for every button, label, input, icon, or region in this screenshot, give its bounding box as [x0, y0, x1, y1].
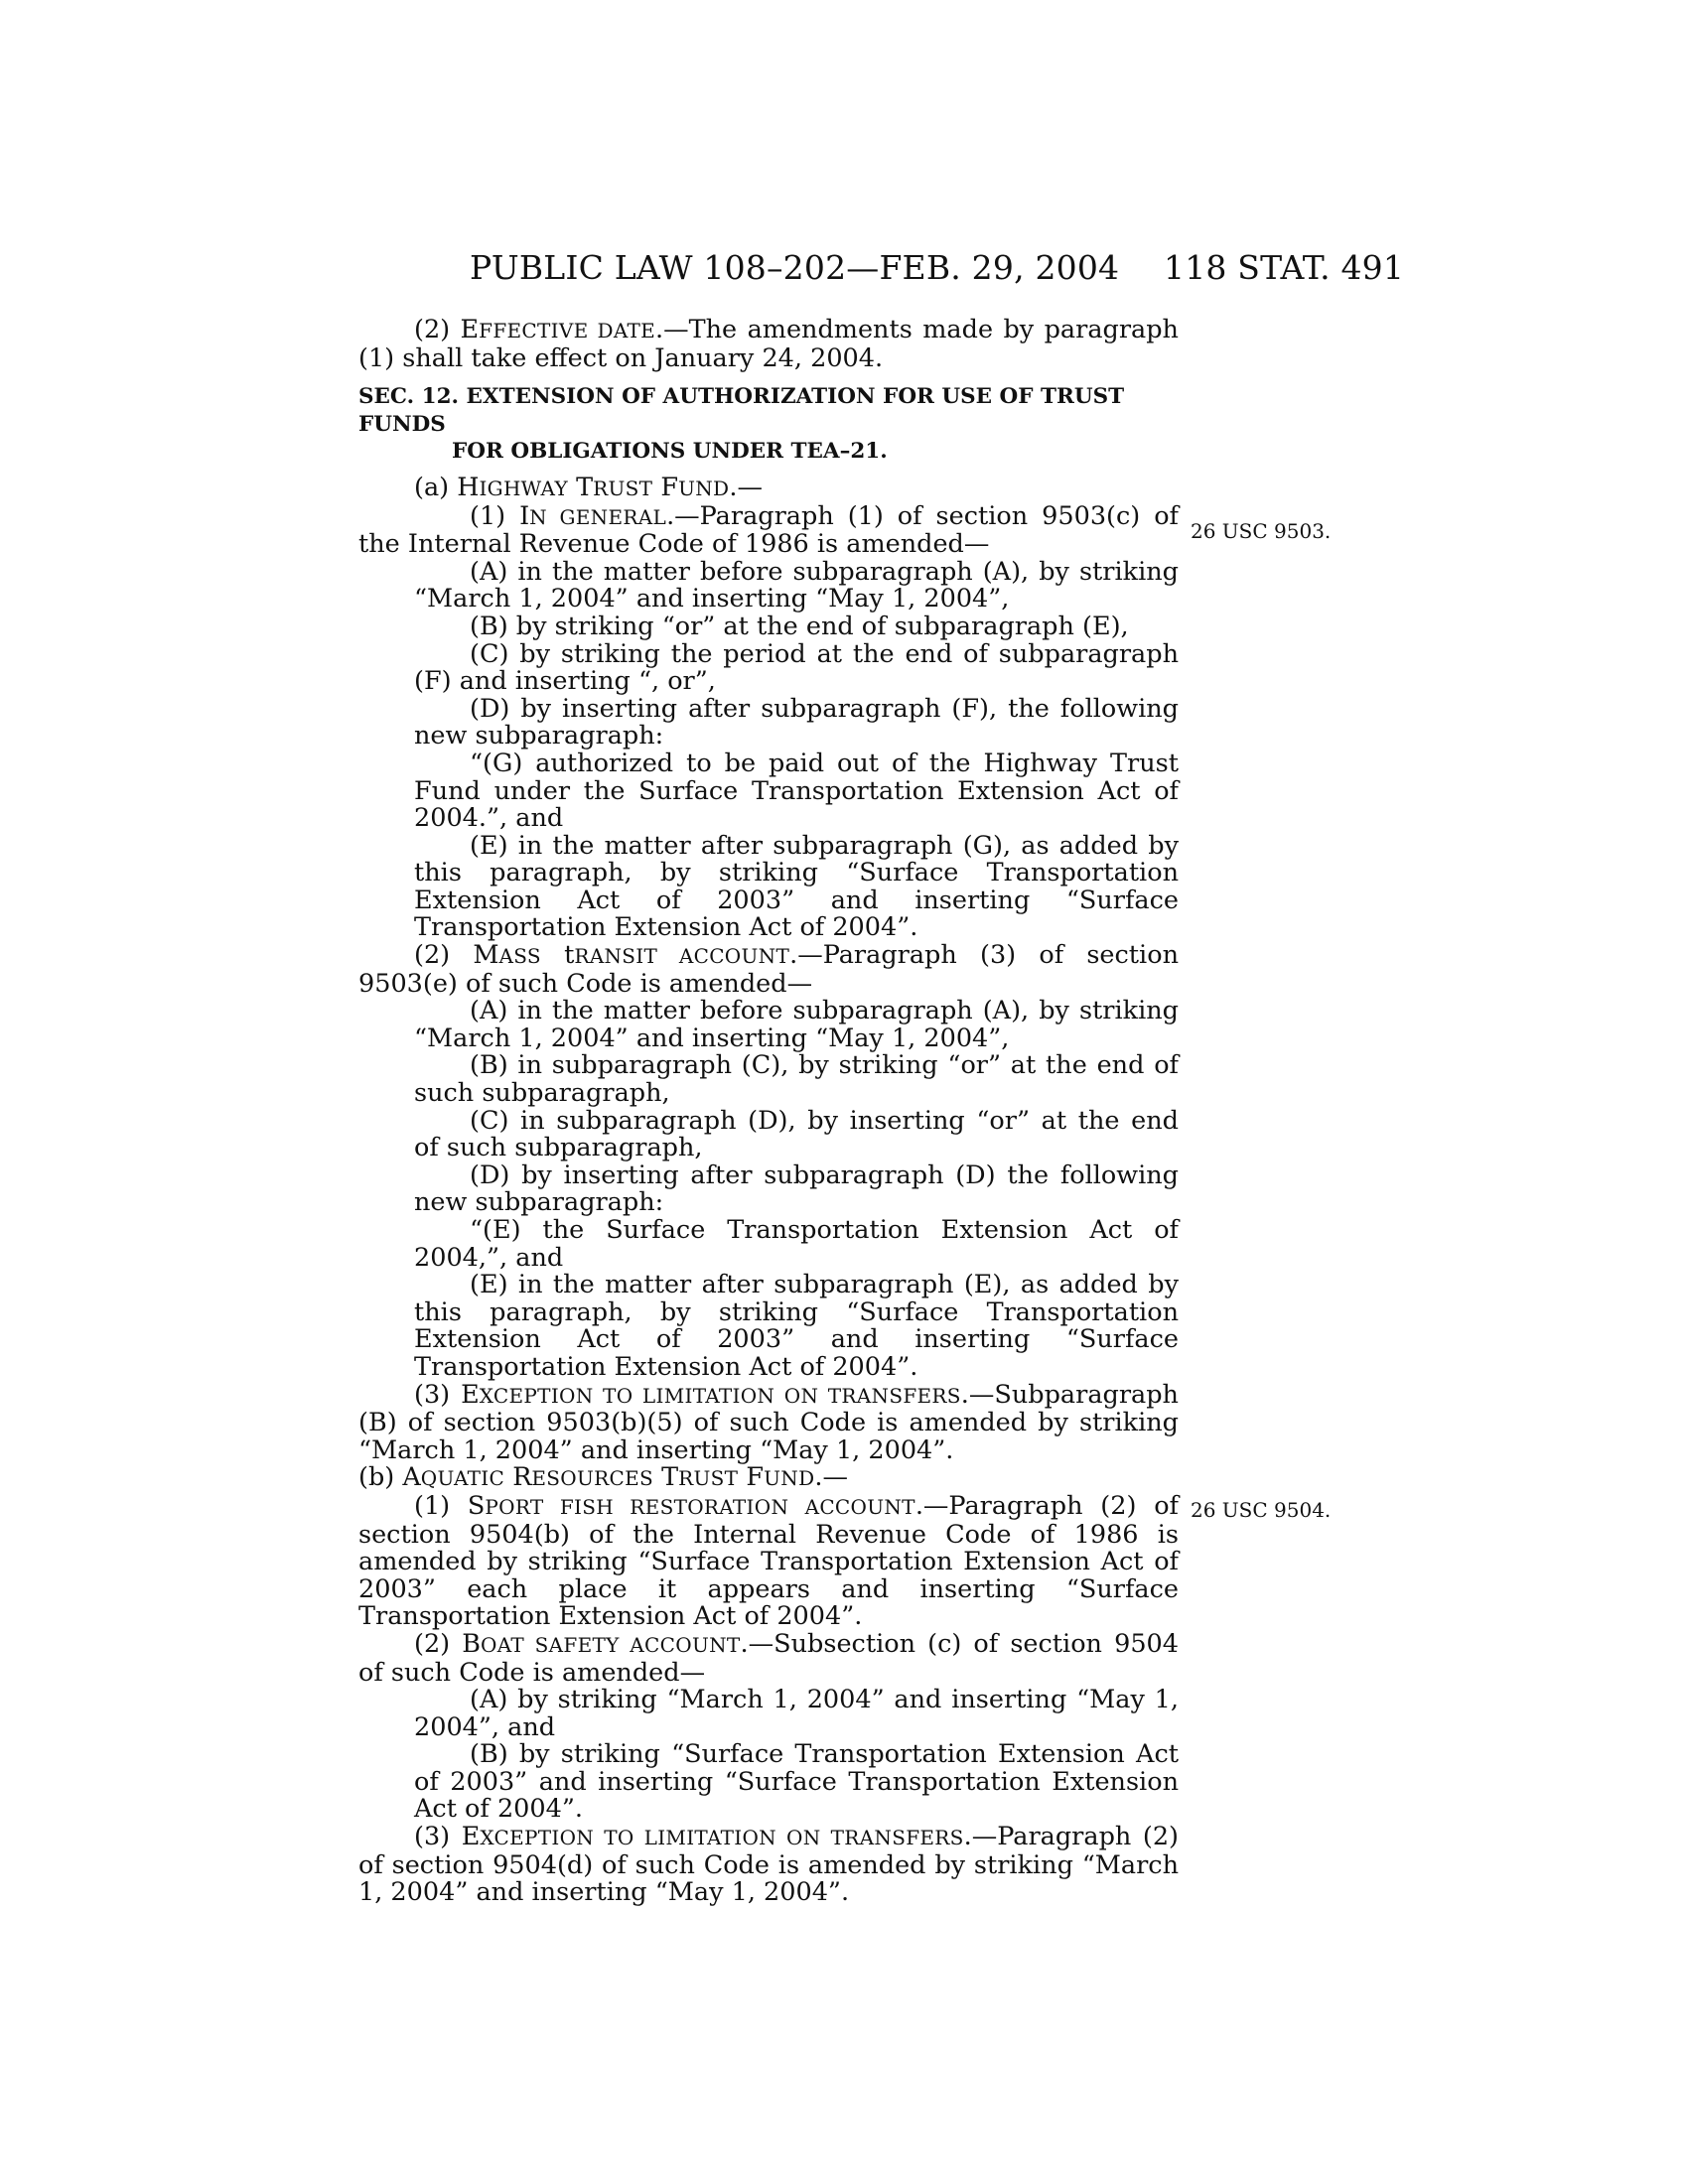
subparagraph-a2-B: (B) in subparagraph (C), by striking “or” at the end of such subparagraph,	[414, 1050, 1179, 1109]
statute-body	[358, 317, 1179, 1907]
paragraph-a2: (2) MASS tRANSIT ACCOUNT.—Paragraph (3) of section 9503(e) of such Code is amended—	[358, 940, 1179, 999]
paragraph-b2: (2) BOAT SAFETY ACCOUNT.—Subsection (c) of section 9504 of such Code is amended—	[358, 1628, 1179, 1688]
section-heading: SEC. 12. EXTENSION OF AUTHORIZATION FOR USE OF TRUST FUNDS FOR OBLIGATIONS UNDER TEA–21.	[358, 384, 1125, 465]
quoted-subparagraph-G: “(G) authorized to be paid out of the Highway Trust Fund under the Surface Transportation Extension Act of 2004.”, and	[414, 748, 1179, 834]
subparagraph-a1-E: (E) in the matter after subparagraph (G), as added by this paragraph, by striking “Surface Transportation Extension Act of 2003” and inserting “Surface Transportation Extension Act of 2004”.	[414, 830, 1179, 943]
running-head-law: PUBLIC LAW 108–202—FEB. 29, 2004	[470, 248, 1120, 287]
paragraph-b1: (1) SPORT FISH RESTORATION ACCOUNT.—Paragraph (2) of section 9504(b) of the Internal Revenue Code of 1986 is amended by striking “Surface Transportation Extension Act of 2003” each place it appears and inserting “Surface Transportation Extension Act of 2004”.	[358, 1490, 1179, 1632]
subparagraph-a2-E: (E) in the matter after subparagraph (E), as added by this paragraph, by striking “Surface Transportation Extension Act of 2003” and inserting “Surface Transportation Extension Act of 2004”.	[414, 1270, 1179, 1382]
margin-note-26-usc-9503: 26 USC 9503.	[1191, 519, 1332, 543]
subsection-b-heading: (b) AQUATIC RESOURCES TRUST FUND.—	[358, 1462, 849, 1493]
margin-note-26-usc-9504: 26 USC 9504.	[1191, 1498, 1332, 1522]
subsection-a-heading: (a) HIGHWAY TRUST FUND.—	[414, 472, 763, 502]
subparagraph-a2-C: (C) in subparagraph (D), by inserting “or” at the end of such subparagraph,	[414, 1105, 1179, 1163]
subparagraph-b2-B: (B) by striking “Surface Transportation Extension Act of 2003” and inserting “Surface Transportation Extension Act of 2004”.	[414, 1739, 1179, 1825]
subparagraph-a2-A: (A) in the matter before subparagraph (A), by striking “March 1, 2004” and inserting “May 1, 2004”,	[414, 996, 1179, 1053]
quoted-subparagraph-E: “(E) the Surface Transportation Extension Act of 2004,”, and	[414, 1215, 1179, 1273]
paragraph-a3: (3) EXCEPTION TO LIMITATION ON TRANSFERS.—Subparagraph (B) of section 9503(b)(5) of such Code is amended by striking “March 1, 2004” and inserting “May 1, 2004”.	[358, 1379, 1179, 1465]
subparagraph-a2-D: (D) by inserting after subparagraph (D) the following new subparagraph:	[414, 1160, 1179, 1218]
subparagraph-a1-B: (B) by striking “or” at the end of subparagraph (E),	[470, 611, 1129, 641]
paragraph-effective-date: (2) EFFECTIVE DATE.—The amendments made by paragraph (1) shall take effect on January 24, 2004.	[358, 315, 1179, 373]
paragraph-a1: (1) IN GENERAL.—Paragraph (1) of section 9503(c) of the Internal Revenue Code of 1986 is amended—	[358, 500, 1179, 560]
subparagraph-a1-C: (C) by striking the period at the end of subparagraph (F) and inserting “, or”,	[414, 638, 1179, 697]
subparagraph-b2-A: (A) by striking “March 1, 2004” and inserting “May 1, 2004”, and	[414, 1685, 1179, 1742]
subparagraph-a1-D: (D) by inserting after subparagraph (F), the following new subparagraph:	[414, 693, 1179, 751]
subparagraph-a1-A: (A) in the matter before subparagraph (A), by striking “March 1, 2004” and inserting “May 1, 2004”,	[414, 556, 1179, 614]
running-head-stat-page: 118 STAT. 491	[1164, 248, 1405, 287]
paragraph-b3: (3) EXCEPTION TO LIMITATION ON TRANSFERS.—Paragraph (2) of section 9504(d) of such Code is amended by striking “March 1, 2004” and inserting “May 1, 2004”.	[358, 1822, 1179, 1908]
